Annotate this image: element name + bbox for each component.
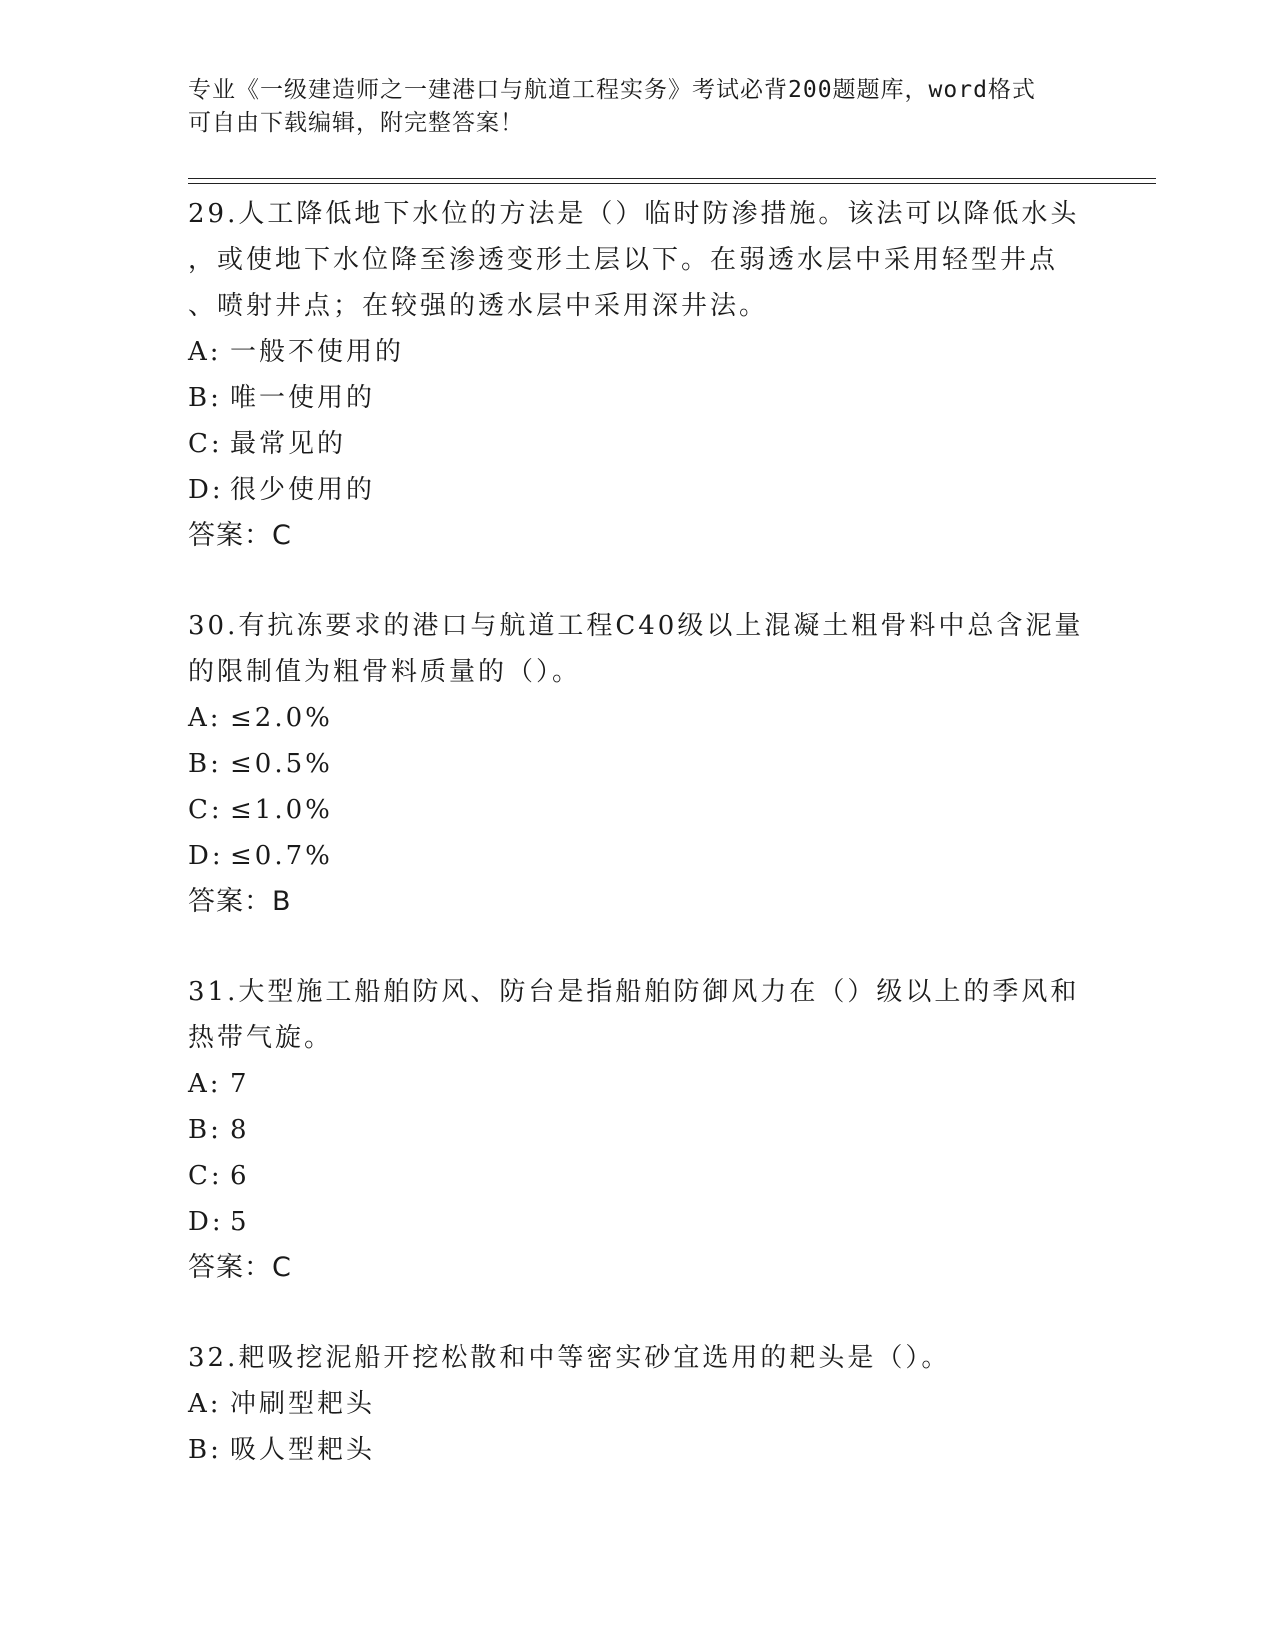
- question-text-line: 的限制值为粗骨料质量的（）。: [188, 657, 582, 687]
- option-a: [188, 1381, 1088, 1427]
- option-letter: C:: [188, 1161, 223, 1191]
- answer-line: 答案：C: [188, 1252, 292, 1283]
- option-letter: B:: [188, 1115, 222, 1145]
- option-text: 6: [230, 1161, 250, 1191]
- option-letter: A:: [188, 1389, 222, 1419]
- question-32: [188, 1335, 1088, 1473]
- question-text-line: 、喷射井点；在较强的透水层中采用深井法。: [188, 291, 769, 321]
- option-a: [188, 695, 1088, 741]
- document-header: [188, 74, 1068, 140]
- question-text-line: 32.耙吸挖泥船开挖松散和中等密实砂宜选用的耙头是（）。: [188, 1343, 951, 1373]
- option-text: 一般不使用的: [230, 337, 405, 367]
- option-text: ≤0.5%: [230, 749, 333, 779]
- option-c: [188, 1153, 1088, 1199]
- option-text: 唯一使用的: [230, 383, 376, 413]
- option-text: ≤0.7%: [230, 841, 333, 871]
- question-text-line: 29.人工降低地下水位的方法是（）临时防渗措施。该法可以降低水头: [188, 199, 1080, 229]
- option-b: [188, 375, 1088, 421]
- option-b: [188, 1107, 1088, 1153]
- question-text-line: ，或使地下水位降至渗透变形土层以下。在弱透水层中采用轻型井点: [188, 245, 1059, 275]
- option-letter: A:: [188, 703, 222, 733]
- option-letter: A:: [188, 337, 222, 367]
- option-d: [188, 833, 1088, 879]
- header-rule-bottom: [188, 183, 1156, 184]
- option-a: [188, 329, 1088, 375]
- option-d: [188, 1199, 1088, 1245]
- header-line-1: 专业《一级建造师之一建港口与航道工程实务》考试必背200题题库，word格式: [188, 77, 1036, 103]
- question-30: [188, 603, 1088, 925]
- option-letter: B:: [188, 383, 222, 413]
- option-text: 很少使用的: [230, 475, 376, 505]
- answer-line: 答案：C: [188, 520, 292, 551]
- header-rule-top: [188, 178, 1156, 179]
- option-c: [188, 421, 1088, 467]
- option-text: 8: [230, 1115, 250, 1145]
- option-b: [188, 741, 1088, 787]
- option-letter: D:: [188, 475, 224, 505]
- option-letter: B:: [188, 749, 222, 779]
- option-d: [188, 467, 1088, 513]
- option-text: 冲刷型耙头: [230, 1389, 376, 1419]
- question-text-line: 热带气旋。: [188, 1023, 334, 1053]
- option-text: ≤1.0%: [230, 795, 333, 825]
- option-letter: A:: [188, 1069, 222, 1099]
- option-letter: D:: [188, 1207, 224, 1237]
- question-text-line: 31.大型施工船舶防风、防台是指船舶防御风力在（）级以上的季风和: [188, 977, 1080, 1007]
- option-letter: C:: [188, 429, 223, 459]
- question-31: [188, 969, 1088, 1291]
- option-letter: D:: [188, 841, 224, 871]
- option-text: 7: [230, 1069, 250, 1099]
- option-c: [188, 787, 1088, 833]
- option-text: ≤2.0%: [230, 703, 333, 733]
- header-line-2: 可自由下载编辑，附完整答案！: [188, 110, 524, 136]
- option-letter: C:: [188, 795, 223, 825]
- option-text: 最常见的: [230, 429, 347, 459]
- option-letter: B:: [188, 1435, 222, 1465]
- question-29: [188, 191, 1088, 559]
- option-text: 吸人型耙头: [230, 1435, 376, 1465]
- question-text-line: 30.有抗冻要求的港口与航道工程C40级以上混凝土粗骨料中总含泥量: [188, 611, 1084, 641]
- option-a: [188, 1061, 1088, 1107]
- answer-line: 答案：B: [188, 886, 292, 917]
- question-list: [188, 191, 1088, 1517]
- option-text: 5: [230, 1207, 250, 1237]
- option-b: [188, 1427, 1088, 1473]
